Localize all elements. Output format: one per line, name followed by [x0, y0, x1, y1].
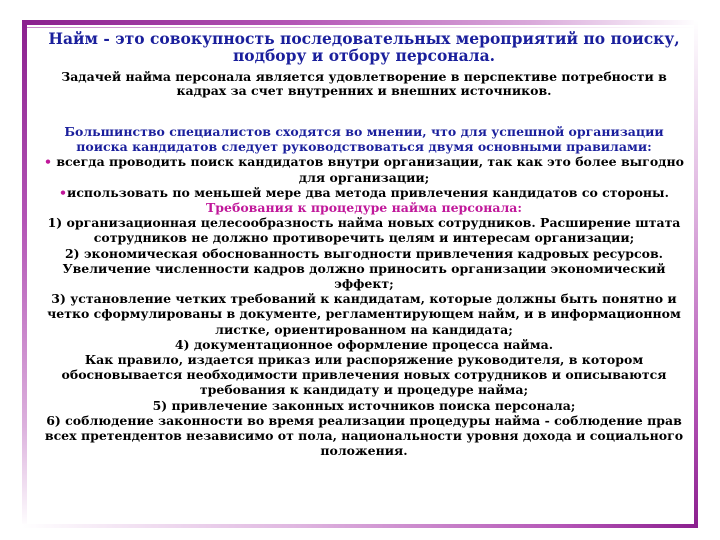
- requirement-3: 3) установление четких требований к кандидатам, которые должны быть понятно и четко сформулированы в документе, регламентирующем найм, и в информационном листке, ориентированном на кандидата;: [47, 291, 681, 337]
- requirement-4: 4) документационное оформление процесса найма.: [174, 336, 554, 352]
- requirement-6: 6) соблюдение законности во время реализации процедуры найма - соблюдение прав всех претендентов независимо от пола, национальности уровня дохода и социального положения.: [44, 412, 684, 459]
- frame-top-bar: [22, 20, 698, 25]
- requirement-5: 5) привлечение законных источников поиска персонала;: [152, 397, 576, 413]
- requirement-4-detail: Как правило, издается приказ или распоряжение руководителя, в котором обосновывается необходимости привлечения новых сотрудников и описываются требования к кандидату и процедуре найма;: [61, 352, 667, 398]
- rule-item-2: [40, 185, 688, 200]
- frame-bottom-bar: [22, 524, 698, 528]
- slide-title: Найм - это совокупность последовательных мероприятий по поиску, подбору и отбору персонала.: [48, 29, 680, 65]
- bullet-icon: •: [59, 184, 68, 200]
- rule-1-text: • всегда проводить поиск кандидатов внутри организации, так как это более выгодно для организации;: [44, 154, 684, 185]
- slide-body: [40, 124, 688, 458]
- rule-item-1: [40, 154, 688, 184]
- bullet-icon: •: [44, 154, 53, 170]
- requirement-1: 1) организационная целесообразность найма новых сотрудников. Расширение штата сотрудников не должно противоречить целям и интересам организации;: [47, 215, 681, 246]
- rule-2-text: •использовать по меньшей мере два метода привлечения кандидатов со стороны.: [59, 184, 669, 200]
- frame-right-bar: [694, 20, 698, 528]
- requirement-2: 2) экономическая обоснованность выгодности привлечения кадровых ресурсов. Увеличение численности кадров должно приносить организации экономический эффект;: [62, 245, 666, 292]
- slide-content: [40, 30, 688, 458]
- rules-intro: Большинство специалистов сходятся во мнении, что для успешной организации поиска кандидатов следует руководствоваться двумя основными правилами:: [64, 124, 664, 155]
- requirements-heading: Требования к процедуре найма персонала:: [205, 200, 523, 216]
- frame-top-thin-line: [22, 27, 698, 28]
- frame-left-bar: [22, 20, 27, 528]
- intro-text: Задачей найма персонала является удовлетворение в перспективе потребности в кадрах за счет внутренних и внешних источников.: [61, 69, 667, 98]
